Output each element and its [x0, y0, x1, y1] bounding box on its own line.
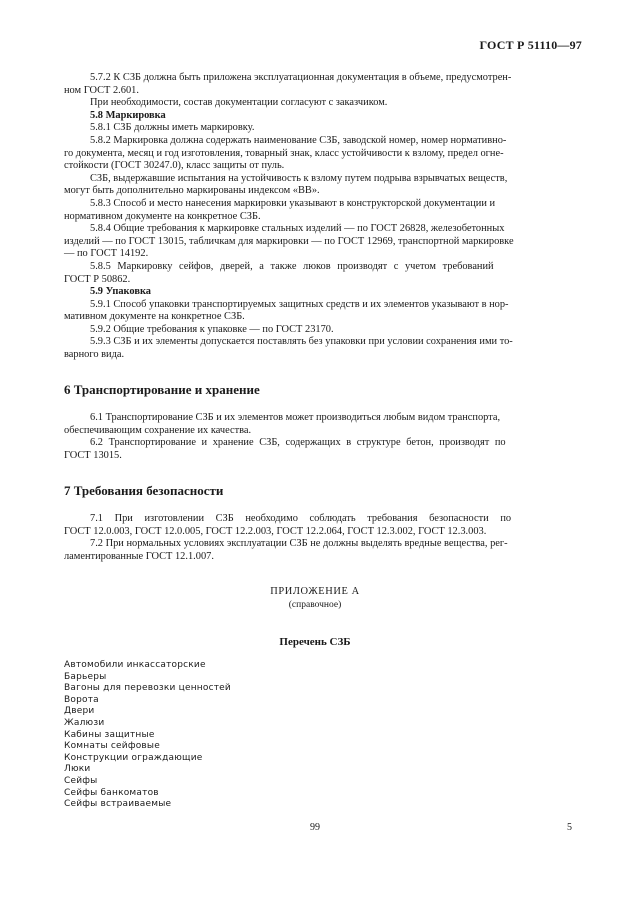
p585-line1: 5.8.5 Маркировку сейфов, дверей, а также люков производят с учетом требований	[90, 260, 494, 272]
section-6-title: 6 Транспортирование и хранение	[64, 381, 260, 397]
main-text	[64, 72, 574, 564]
list-item: Барьеры	[64, 671, 107, 682]
p583-line2: нормативном документе на конкретное СЗБ.	[64, 210, 261, 222]
list-item: Ворота	[64, 694, 99, 705]
subsection-5-8-heading: 5.8 Маркировка	[90, 109, 166, 121]
p584-line3: — по ГОСТ 14192.	[64, 248, 149, 260]
p72-line1: 7.2 При нормальных условиях эксплуатации СЗБ не должны выделять вредные вещества, рег-	[90, 538, 508, 550]
p583-line1: 5.8.3 Способ и место нанесения маркировки указывают в конструкторской документации и	[90, 197, 496, 209]
list-item: Кабины защитные	[64, 729, 155, 740]
p581-line: 5.8.1 СЗБ должны иметь маркировку.	[90, 122, 255, 134]
p71-line1: 7.1 При изготовлении СЗБ необходимо соблюдать требования безопасности по	[90, 513, 512, 525]
p61-line1: 6.1 Транспортирование СЗБ и их элементов может производиться любым видом транспорта,	[90, 412, 501, 424]
p582-line3: стойкости (ГОСТ 30247.0), класс защиты от пуль.	[64, 160, 285, 172]
p584-line1: 5.8.4 Общие требования к маркировке стальных изделий — по ГОСТ 26828, железобетонных	[90, 223, 505, 235]
p572-line3: При необходимости, состав документации согласуют с заказчиком.	[90, 97, 388, 109]
p592-line: 5.9.2 Общие требования к упаковке — по ГОСТ 23170.	[90, 323, 334, 335]
appendix-subtitle: (справочное)	[288, 600, 342, 610]
list-item: Двери	[64, 706, 95, 717]
subsection-5-9-heading: 5.9 Упаковка	[90, 286, 151, 298]
appendix-title: ПРИЛОЖЕНИЕ А	[270, 586, 360, 597]
p582-line4: СЗБ, выдержавшие испытания на устойчивость к взлому путем подрыва взрывчатых веществ,	[90, 172, 508, 184]
p572-line2: ном ГОСТ 2.601.	[64, 84, 139, 96]
szb-list	[64, 660, 364, 811]
p572-line1: 5.7.2 К СЗБ должна быть приложена эксплуатационная документация в объеме, предусмотрен-	[90, 72, 512, 83]
document-header: ГОСТ Р 51110—97	[479, 38, 582, 52]
list-item: Автомобили инкассаторские	[64, 660, 206, 670]
p591-line1: 5.9.1 Способ упаковки транспортируемых защитных средств и их элементов указывают в нор-	[90, 298, 509, 310]
list-item: Конструкции ограждающие	[64, 752, 203, 763]
p584-line2: изделий — по ГОСТ 13015, табличкам для маркировки — по ГОСТ 12969, транспортной маркировке	[64, 235, 514, 247]
list-item: Сейфы	[64, 775, 98, 786]
p585-line2: ГОСТ Р 50862.	[64, 273, 131, 285]
list-item: Сейфы банкоматов	[64, 787, 159, 798]
list-item: Сейфы встраиваемые	[64, 799, 172, 810]
list-item: Жалюзи	[64, 717, 105, 728]
p591-line2: мативном документе на конкретное СЗБ.	[64, 311, 245, 323]
p62-line2: ГОСТ 13015.	[64, 450, 122, 462]
section-7-title: 7 Требования безопасности	[64, 482, 224, 498]
list-title: Перечень СЗБ	[279, 636, 351, 648]
p593-line2: варного вида.	[64, 349, 125, 361]
page-number: 99	[310, 822, 320, 833]
list-item: Комнаты сейфовые	[64, 741, 160, 752]
p62-line1: 6.2 Транспортирование и хранение СЗБ, содержащих в структуре бетон, производят по	[90, 437, 506, 449]
p61-line2: обеспечивающим сохранение их качества.	[64, 424, 252, 436]
sheet-number: 5	[567, 822, 572, 833]
p71-line2: ГОСТ 12.0.003, ГОСТ 12.0.005, ГОСТ 12.2.003, ГОСТ 12.2.064, ГОСТ 12.3.002, ГОСТ 12.3.003.	[64, 525, 487, 537]
p582-line1: 5.8.2 Маркировка должна содержать наименование СЗБ, заводской номер, номер нормативно-	[90, 134, 507, 146]
p582-line5: могут быть дополнительно маркированы индексом «ВВ».	[64, 185, 320, 197]
list-item: Вагоны для перевозки ценностей	[64, 683, 231, 694]
p593-line1: 5.9.3 СЗБ и их элементы допускается поставлять без упаковки при условии сохранения ими то-	[90, 336, 513, 348]
p72-line2: ламентированные ГОСТ 12.1.007.	[64, 551, 214, 562]
p582-line2: го документа, месяц и год изготовления, товарный знак, класс устойчивости к взлому, предел огне-	[64, 147, 504, 159]
list-item: Люки	[64, 764, 91, 775]
